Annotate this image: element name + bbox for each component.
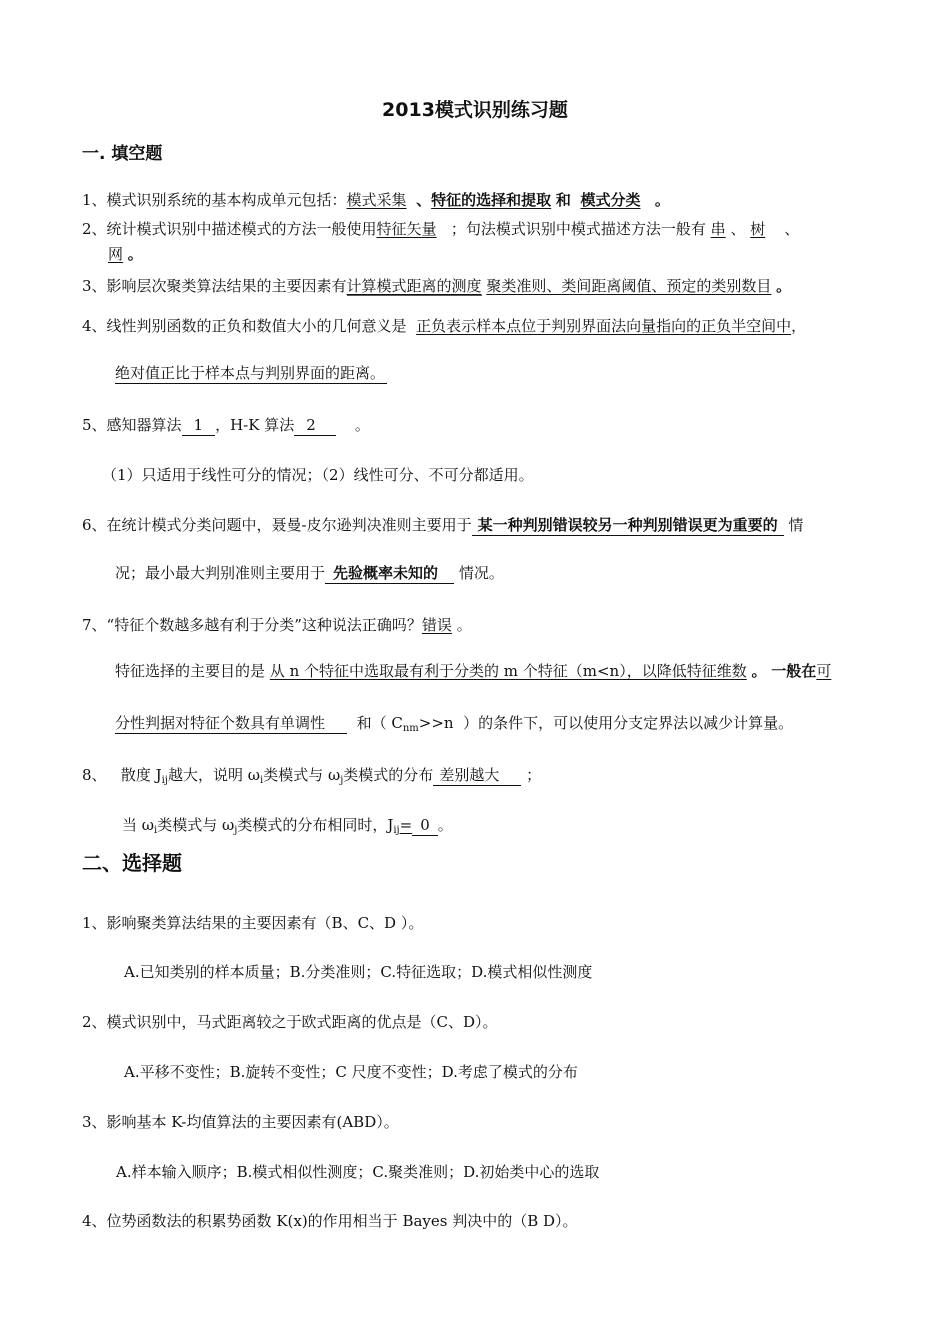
q7-c-sub-m: m [409,723,419,734]
question-7-cont [115,660,831,682]
question-7 [82,614,472,636]
q7-line3-post: ）的条件下，可以使用分支定界法以减少计算量。 [463,714,794,732]
choice-1-question: 1、影响聚类算法结果的主要因素有（B、C、D ）。 [82,914,424,932]
q4-answer-1: 正负表示样本点位于判别界面法向量指向的正负半空间中 [416,317,792,335]
q3-text: 3、影响层次聚类算法结果的主要因素有 [82,277,347,295]
q5-text: 5、感知器算法 [82,416,182,434]
q7-end: 。 [456,616,472,634]
choice-4-question: 4、位势函数法的积累势函数 K(x)的作用相当于 Bayes 判决中的（B D）。 [82,1212,578,1230]
q2-answer-1: 特征矢量 [376,220,437,238]
q7-answer-3a: 可 [816,662,832,680]
q6-answer-1: 某一种判别错误较另一种判别错误更为重要的 [472,516,784,536]
q1-text: 1、模式识别系统的基本构成单元包括： [82,191,347,209]
q6-text: 6、在统计模式分类问题中，聂曼-皮尔逊判决准则主要用于 [82,516,472,534]
q1-sep: 、 [416,191,432,209]
q2-sep2: 、 [784,220,800,238]
q8-sub-b: i [259,775,264,786]
q6-post: 情 [788,516,804,534]
question-2-cont [108,243,143,265]
q1-and: 和 [555,191,571,209]
q6-line2-post: 情况。 [458,564,504,582]
q5-mid: ，H-K 算法 [215,416,295,434]
q8-line2-eq: = [399,816,413,834]
q8-line2-end: 。 [437,816,453,834]
q7-line2-text: 特征选择的主要目的是 [115,662,266,680]
question-3 [82,275,791,297]
question-4 [82,315,806,337]
q3-answer-2: 聚类准则、类间距离阈值、预定的类别数目 [486,277,772,295]
q5-end: 。 [354,416,370,434]
q8-line2-sub-c: ij [393,825,400,836]
question-8 [82,764,541,792]
q7-answer-3b: 分性判据对特征个数具有单调性 [115,714,347,734]
q7-c-sub-n: n [402,723,410,734]
q7-c-symbol: C [391,714,403,732]
page-title: 2013模式识别练习题 [382,99,568,121]
q8-line2-sub-b: j [234,825,238,836]
choice-3-question: 3、影响基本 K-均值算法的主要因素有(ABD）。 [82,1113,399,1131]
q6-line2-text: 况；最小最大判别准则主要用于 [115,564,326,582]
q1-answer-1: 模式采集 [346,191,407,209]
q2-answer-4: 网 [108,245,124,263]
q4-answer-2: 绝对值正比于样本点与判别界面的距离。 [115,364,386,382]
section-heading-fill-in: 一. 填空题 [82,144,163,164]
q8-number: 8、 [82,766,107,784]
q2-end: 。 [127,245,143,263]
q7-answer-2: 从 n 个特征中选取最有利于分类的 m 个特征（m<n），以降低特征维数 [269,662,747,680]
q8-line2-b: 类模式与 ω [157,816,235,834]
q4-text: 4、线性判别函数的正负和数值大小的几何意义是 [82,317,407,335]
q8-line2-sub-a: i [154,825,158,836]
q4-comma: ， [791,317,807,335]
choice-1-options: A.已知类别的样本质量；B.分类准则；C.特征选取；D.模式相似性测度 [124,963,593,981]
section-heading-choice: 二、选择题 [82,851,182,875]
q5-options: （1）只适用于线性可分的情况；（2）线性可分、不可分都适用。 [102,466,534,484]
q5-answer-2: 2 [294,416,336,436]
choice-3-options: A.样本输入顺序；B.模式相似性测度；C.聚类准则；D.初始类中心的选取 [116,1163,600,1181]
q7-answer-2-end: 。 [751,662,767,680]
choice-2-options: A.平移不变性；B.旋转不变性；C 尺度不变性；D.考虑了模式的分布 [124,1063,578,1081]
q1-answer-3: 模式分类 [580,191,641,209]
q8-line2-a: 当 ω [122,816,154,834]
q2-answer-3: 树 [750,220,766,238]
q8-sub-c: j [340,775,344,786]
choice-2-question: 2、模式识别中，马式距离较之于欧式距离的优点是（C、D）。 [82,1013,498,1031]
question-6-cont [115,562,504,584]
q3-end: 。 [776,277,792,295]
q8-text-b: 越大，说明 ω [167,766,260,784]
q7-bold: 一般在 [771,662,817,680]
q1-answer-2: 特征的选择和提取 [431,191,552,209]
q8-sub-a: ij [161,775,168,786]
q2-answer-2: 串 [710,220,726,238]
q8-text-e: ； [526,766,542,784]
q2-mid: ；句法模式识别中模式描述方法一般有 [450,220,706,238]
q8-text-c: 类模式与 ω [263,766,341,784]
question-4-cont [115,362,387,384]
q6-answer-2: 先验概率未知的 [325,564,454,584]
q8-answer-1: 差别越大 [433,766,521,786]
q8-answer-2: 0 [412,816,438,836]
q7-line3-mid: 和（ [356,714,387,732]
q8-text-a: 散度 J [120,766,162,784]
question-5 [82,414,370,436]
q8-text-d: 类模式的分布 [343,766,434,784]
question-2 [82,218,799,240]
q3-answer-1: 计算模式距离的测度 [346,277,482,295]
question-7-line3 [115,712,793,740]
question-8-cont [122,814,453,842]
q2-text: 2、统计模式识别中描述模式的方法一般使用 [82,220,377,238]
q1-end: 。 [654,191,670,209]
q2-sep1: 、 [730,220,746,238]
q5-answer-1: 1 [182,416,216,436]
q7-answer-1: 错误 [421,616,452,634]
question-1 [82,189,670,211]
q7-c-relation: >>n [418,714,454,732]
question-6 [82,514,803,536]
q8-line2-c: 类模式的分布相同时，J [237,816,394,834]
q7-text: 7、“特征个数越多越有利于分类”这种说法正确吗？ [82,616,422,634]
